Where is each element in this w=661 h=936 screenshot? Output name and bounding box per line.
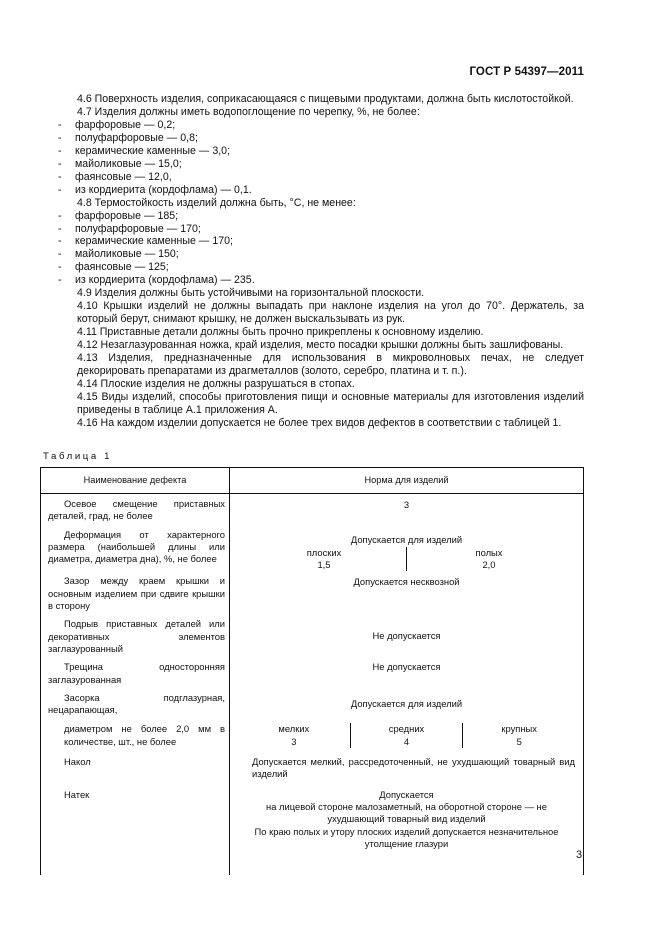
- list-item: - из кордиерита (кордофлама) — 235.: [54, 274, 584, 287]
- paragraph-4-11: 4.11 Приставные детали должны быть прочно прикреплены к основному изделию.: [77, 326, 484, 339]
- table-header-row: [41, 468, 584, 494]
- norm-value: Допускается для изделий: [350, 697, 463, 709]
- defect-name: Натек: [64, 788, 90, 800]
- paragraph-4-8: 4.8 Термостойкость изделий должна быть, °С, не менее:: [77, 196, 356, 209]
- norm-sub-value: 2,0: [482, 559, 496, 571]
- column-header-norm: Норма для изделий: [230, 468, 584, 494]
- table-row: [41, 494, 584, 525]
- paragraph-4-13: 4.13 Изделия, предназначенные для использования в микроволновых печах, не следует декорировать препаратами из драгметаллов (золото, серебро, платина и т. п.).: [77, 352, 584, 378]
- list-item: - полуфарфоровые — 0,8;: [54, 132, 584, 145]
- norm-sub-label: средних: [388, 723, 425, 735]
- document-id-header: ГОСТ Р 54397—2011: [469, 66, 584, 78]
- defects-table: [40, 467, 584, 875]
- page-number: 3: [576, 849, 583, 861]
- norm-subcell-hollow: [406, 547, 571, 572]
- norm-subcell-large: [462, 723, 575, 748]
- norm-value: Допускается для изделий: [350, 533, 463, 545]
- norm-value: Допускается несквозной: [353, 576, 460, 588]
- table-row: [41, 750, 584, 783]
- norm-value: 3: [403, 499, 410, 510]
- list-item: - фарфоровые — 185;: [54, 210, 584, 223]
- column-header-defect: Наименование дефекта: [41, 468, 230, 494]
- norm-value: Не допускается: [372, 661, 441, 673]
- norm-value: Допускается мелкий, рассредоточенный, не ухудшающий товарный вид изделий: [252, 756, 575, 780]
- list-item: - керамические каменные — 170;: [54, 235, 584, 248]
- list-item: - фаянсовые — 125;: [54, 261, 584, 274]
- paragraph-4-14: 4.14 Плоские изделия не должны разрушаться в стопах.: [77, 377, 355, 390]
- table-row: [41, 614, 584, 657]
- norm-value: По краю полых и утору плоских изделий допускается незначительное утолщение глазури: [254, 825, 559, 849]
- table-row: [41, 525, 584, 572]
- norm-value: Допускается: [379, 788, 434, 800]
- table-caption: Таблица 1: [43, 451, 113, 462]
- norm-subcell-medium: [350, 723, 463, 748]
- table-row: [41, 657, 584, 688]
- list-item: - полуфарфоровые — 170;: [54, 223, 584, 236]
- norm-sub-value: 1,5: [317, 559, 331, 571]
- list-item: - керамические каменные — 3,0;: [54, 145, 584, 158]
- norm-value: Не допускается: [372, 630, 441, 642]
- norm-sub-label: плоских: [306, 546, 342, 558]
- norm-sub-value: 4: [403, 735, 410, 747]
- paragraph-4-7: 4.7 Изделия должны иметь водопоглощение по черепку, %, не более:: [77, 105, 420, 118]
- table-row: [41, 688, 584, 719]
- defect-name: Осевое смещение приставных деталей, град, не более: [48, 498, 225, 522]
- list-item: - майоликовые — 150;: [54, 248, 584, 261]
- defect-name: Трещина односторонняя заглазурованная: [48, 661, 225, 685]
- defect-name: Накол: [64, 756, 91, 768]
- paragraph-4-10: 4.10 Крышки изделий не должны выпадать при наклоне изделия на угол до 70°. Держатель, за который берут, снимают крышку, не должен выскальзывать из рук.: [77, 300, 584, 326]
- norm-subcell-small: [238, 723, 350, 748]
- defect-name: Засорка подглазурная, нецарапающая,: [48, 691, 225, 716]
- list-item: - фаянсовые — 12,0,: [54, 171, 584, 184]
- paragraph-4-6: 4.6 Поверхность изделия, соприкасающаяся с пищевыми продуктами, должна быть кислотостойкой.: [77, 93, 574, 105]
- list-item: - майоликовые — 15,0;: [54, 158, 584, 171]
- table-row: [41, 783, 584, 875]
- paragraph-4-16: 4.16 На каждом изделии допускается не более трех видов дефектов в соответствии с таблицей 1.: [77, 416, 562, 429]
- list-item: - из кордиерита (кордофлама) — 0,1.: [54, 184, 584, 197]
- norm-sub-value: 5: [516, 735, 522, 747]
- norm-value: на лицевой стороне малозаметный, на оборотной стороне — не ухудшающий товарный вид изделий: [266, 800, 547, 825]
- norm-subcell-flat: [242, 547, 406, 572]
- paragraph-4-15: 4.15 Виды изделий, способы приготовления пищи и основные материалы для изготовления изделий приведены в таблице А.1 приложения А.: [77, 390, 584, 416]
- norm-sub-label: мелких: [278, 723, 310, 735]
- list-item: - фарфоровые — 0,2;: [54, 119, 584, 132]
- body-text: [54, 93, 584, 430]
- paragraph-4-12: 4.12 Незаглазурованная ножка, край изделия, место посадки крышки должны быть зашлифованы.: [77, 339, 564, 352]
- table-row: [41, 718, 584, 750]
- defect-name: Подрыв приставных деталей или декоративных элементов заглазурованный: [48, 618, 225, 654]
- defect-name: Зазор между краем крышки и основным изделием при сдвиге крышки в сторону: [48, 575, 225, 612]
- table-row: [41, 571, 584, 614]
- defect-name: диаметром не более 2,0 мм в количестве, шт., не более: [64, 723, 225, 747]
- norm-sub-label: крупных: [501, 723, 537, 735]
- norm-sub-label: полых: [475, 546, 503, 558]
- defect-name: Деформация от характерного размера (наибольшей длины или диаметра, диаметра дна), %, не более: [48, 528, 225, 565]
- paragraph-4-9: 4.9 Изделия должны быть устойчивыми на горизонтальной плоскости.: [77, 287, 425, 300]
- norm-sub-value: 3: [291, 735, 297, 747]
